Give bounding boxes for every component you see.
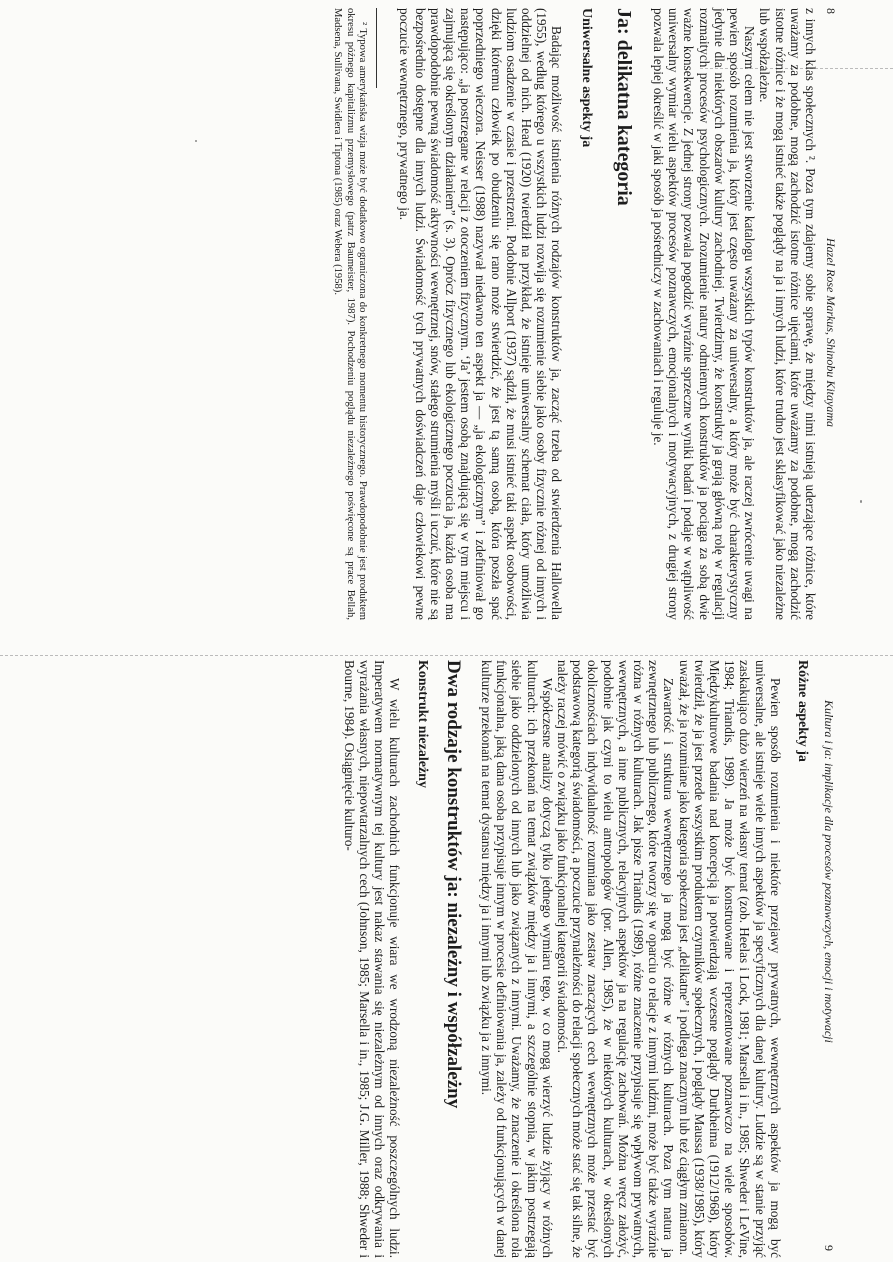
page-number: 9 [822,1245,836,1251]
scan-speck [860,500,862,503]
subheading: Uniwersalne aspekty ja [578,8,594,148]
left-text-column [331,8,818,620]
section-heading: Dwa rodzaje konstruktów ja: niezależny i współzależny [442,660,464,1109]
footnote-rule [376,8,377,88]
running-head: Kultura i ja: implikacje dla procesów poznawczych, emocji i motywacji [822,700,836,1043]
paragraph: Naszym celem nie jest stworzenie katalogu wszystkich typów konstruktów ja, ale raczej zwrócenie uwagi na pewien sposób rozumienia ja, który jest często uważany za uniwersalny, a który może być charakterystyczny jedynie dla niektórych obszarów kultury zachodniej. Twierdzimy, że konstrukty ja grają główną rolę w regulacji rozmaitych procesów psychologicznych. Zrozumienie natury odmiennych konstruktów ja pociąga za sobą dwie ważne konsekwencje. Z jednej strony pozwala pogodzić wyraźnie sprzeczne wyniki badań i podaje w wątpliwość uniwersalny wymiar wielu aspektów procesów poznawczych, emocjonalnych i motywacyjnych, z drugiej strony pozwala lepiej określić w jaki sposób ja pośredniczy w zachowaniach i reguluje je. [650,8,758,620]
right-text-column [342,660,816,1258]
paragraph: Pewien sposób rozumienia i niektóre przejawy prywatnych, wewnętrznych aspektów ja mogą być uniwersalne, ale istnieje wiele innych aspektów ja specyficznych dla danej kultury. Ludzie są w stanie przyjąć zaskakująco dużo wierzeń na własny temat (zob. Heelas i Lock, 1981; Marsella i in., 1985; Shweder i LeVine, 1984; Triandis, 1989). Ja może być konstruowane i reprezentowane poznawczo na wiele sposobów. Międzykulturowe badania nad koncepcją ja potwierdzają wczesne poglądy Durkheima (1912/1968), który twierdził, że ja jest przede wszystkim produktem czynników społecznych, i poglądy Maussa (1938/1985), który uważał, że ja rozumiane jako kategoria społeczna jest „delikatne” i podlega znacznym lub też ciągłym zmianom. [676,660,783,1258]
subheading: Konstrukt niezależny [414,660,430,788]
left-page [140,8,840,620]
paragraph: z innych klas społecznych ². Poza tym zdajemy sobie sprawę, że między nimi istnieją uderzające różnice, które uważamy za podobne, mogą zachodzić istotne różnice ujęciami, które uważamy za podobne, mogą zachodzić istotne różnice i że mogą istnieć także poglądy na ja i innych ludzi, które trudno jest sklasyfikować jako niezależne lub współzależne. [757,8,818,620]
page-number: 8 [824,8,838,14]
subheading: Różne aspekty ja [795,660,810,762]
footnote-text: ² Typowa amerykańska wizja może być dodatkowo ograniczona do konkretnego momentu historycznego. Prawdopodobnie jest produktem okresu późnego kapitalizmu przemysłowego (patrz Baumeister, 1987). Pochodzeniu poglądu niezależnego poświęcone są prace Bellah, Madsena, Sullivana, Swidlera i Tiptona (1985) oraz Webera (1958). [332,8,369,620]
section-heading: Ja: delikatna kategoria [612,8,635,206]
running-head: Hazel Rose Markus, Shinobu Kitayama [824,238,838,427]
footnote [331,8,368,620]
paragraph: Zawartość i struktura wewnętrznego ja mogą być różne w różnych kulturach. Poza tym natura ja zewnętrznego lub publicznego, które tworzy się w oparciu o relacje z innymi ludźmi, może być także wyraźnie różna w różnych kulturach. Jak pisze Triandis (1989), różne znaczenie przypisuje się wpływom prywatnych, wewnętrznych, a inne publicznych, relacyjnych aspektów ja na regulację zachowań. Można wręcz założyć, podobnie jak czyni to wielu antropologów (por. Allen, 1985), że w niektórych kulturach, w określonych okolicznościach indywidualność rozumiana jako zestaw znaczących cech wewnętrznych może przestać być podstawową kategorią świadomości, a poczucie przynależności do relacji społecznych może stać się tak silne, że należy raczej mówić o związku jako funkcjonalnej kategorii świadomości. [554,660,677,1258]
paragraph: Współczesne analizy dotyczą tylko jednego wymiaru tego, w co mogą wierzyć ludzie żyjący w różnych kulturach: ich przekonań na temat związków między ja i innymi, a szczególnie stopnia, w jakim postrzegają siebie jako oddzielonych od innych lub jako związanych z innymi. Uważamy, że znaczenie i określona rola funkcjonalna, jaką dana osoba przypisuje innym w procesie definiowania ja, zależy od funkcjonujących w danej kulturze przekonań na temat dystansu między ja i innymi lub związku ja z innymi. [478,660,555,1258]
paragraph: W wielu kulturach zachodnich funkcjonuje wiara we wrodzoną niezależność poszczególnych ludzi. Imperatywem normatywnym tej kultury jest nakaz stawania się niezależnym od innych oraz odkrywania i wyrażania własnych, niepowtarzalnych cech (Johnson, 1985; Marsella i in., 1985; J.G. Miller, 1988; Shweder i Bourne, 1984). Osiągnięcie kulturo- [341,660,403,1258]
scan-artifact-line [0,655,893,656]
paragraph: Badając możliwość istnienia różnych rodzajów konstruktów ja, zacząć trzeba od stwierdzenia Hallowella (1955), według którego u wszystkich ludzi rozwija się rozumienie siebie jako osoby fizycznie różnej od innych i oddzielnej od nich. Head (1920) twierdził na przykład, że istnieje uniwersalny schemat ciała, który umożliwia ludziom osadzenie w czasie i przestrzeni. Podobnie Allport (1937) sądził, że musi istnieć taki aspekt osobowości, dzięki któremu człowiek po obudzeniu się rano może stwierdzić, że jest tą samą osobą, która poszła spać poprzedniego wieczora. Neisser (1988) nazywał niedawno ten aspekt ja — „ja ekologicznym” i zdefiniował go następująco: „ja postrzegane w relacji z otoczeniem fizycznym. ‘Ja’ jestem osobą znajdującą się w tym miejscu i zajmującą się określonym działaniem” (s. 3). Oprócz fizycznego lub ekologicznego poczucia ja, każda osoba ma prawdopodobnie pewną świadomość aktywności wewnętrznej, snów, stałego strumienia myśli i uczuć, które nie są bezpośrednio dostępne dla innych ludzi. Świadomość tych prywatnych doświadczeń daje człowiekowi pewne poczucie wewnętrznego, prywatnego ja. [397,8,565,620]
right-page [138,660,838,1260]
